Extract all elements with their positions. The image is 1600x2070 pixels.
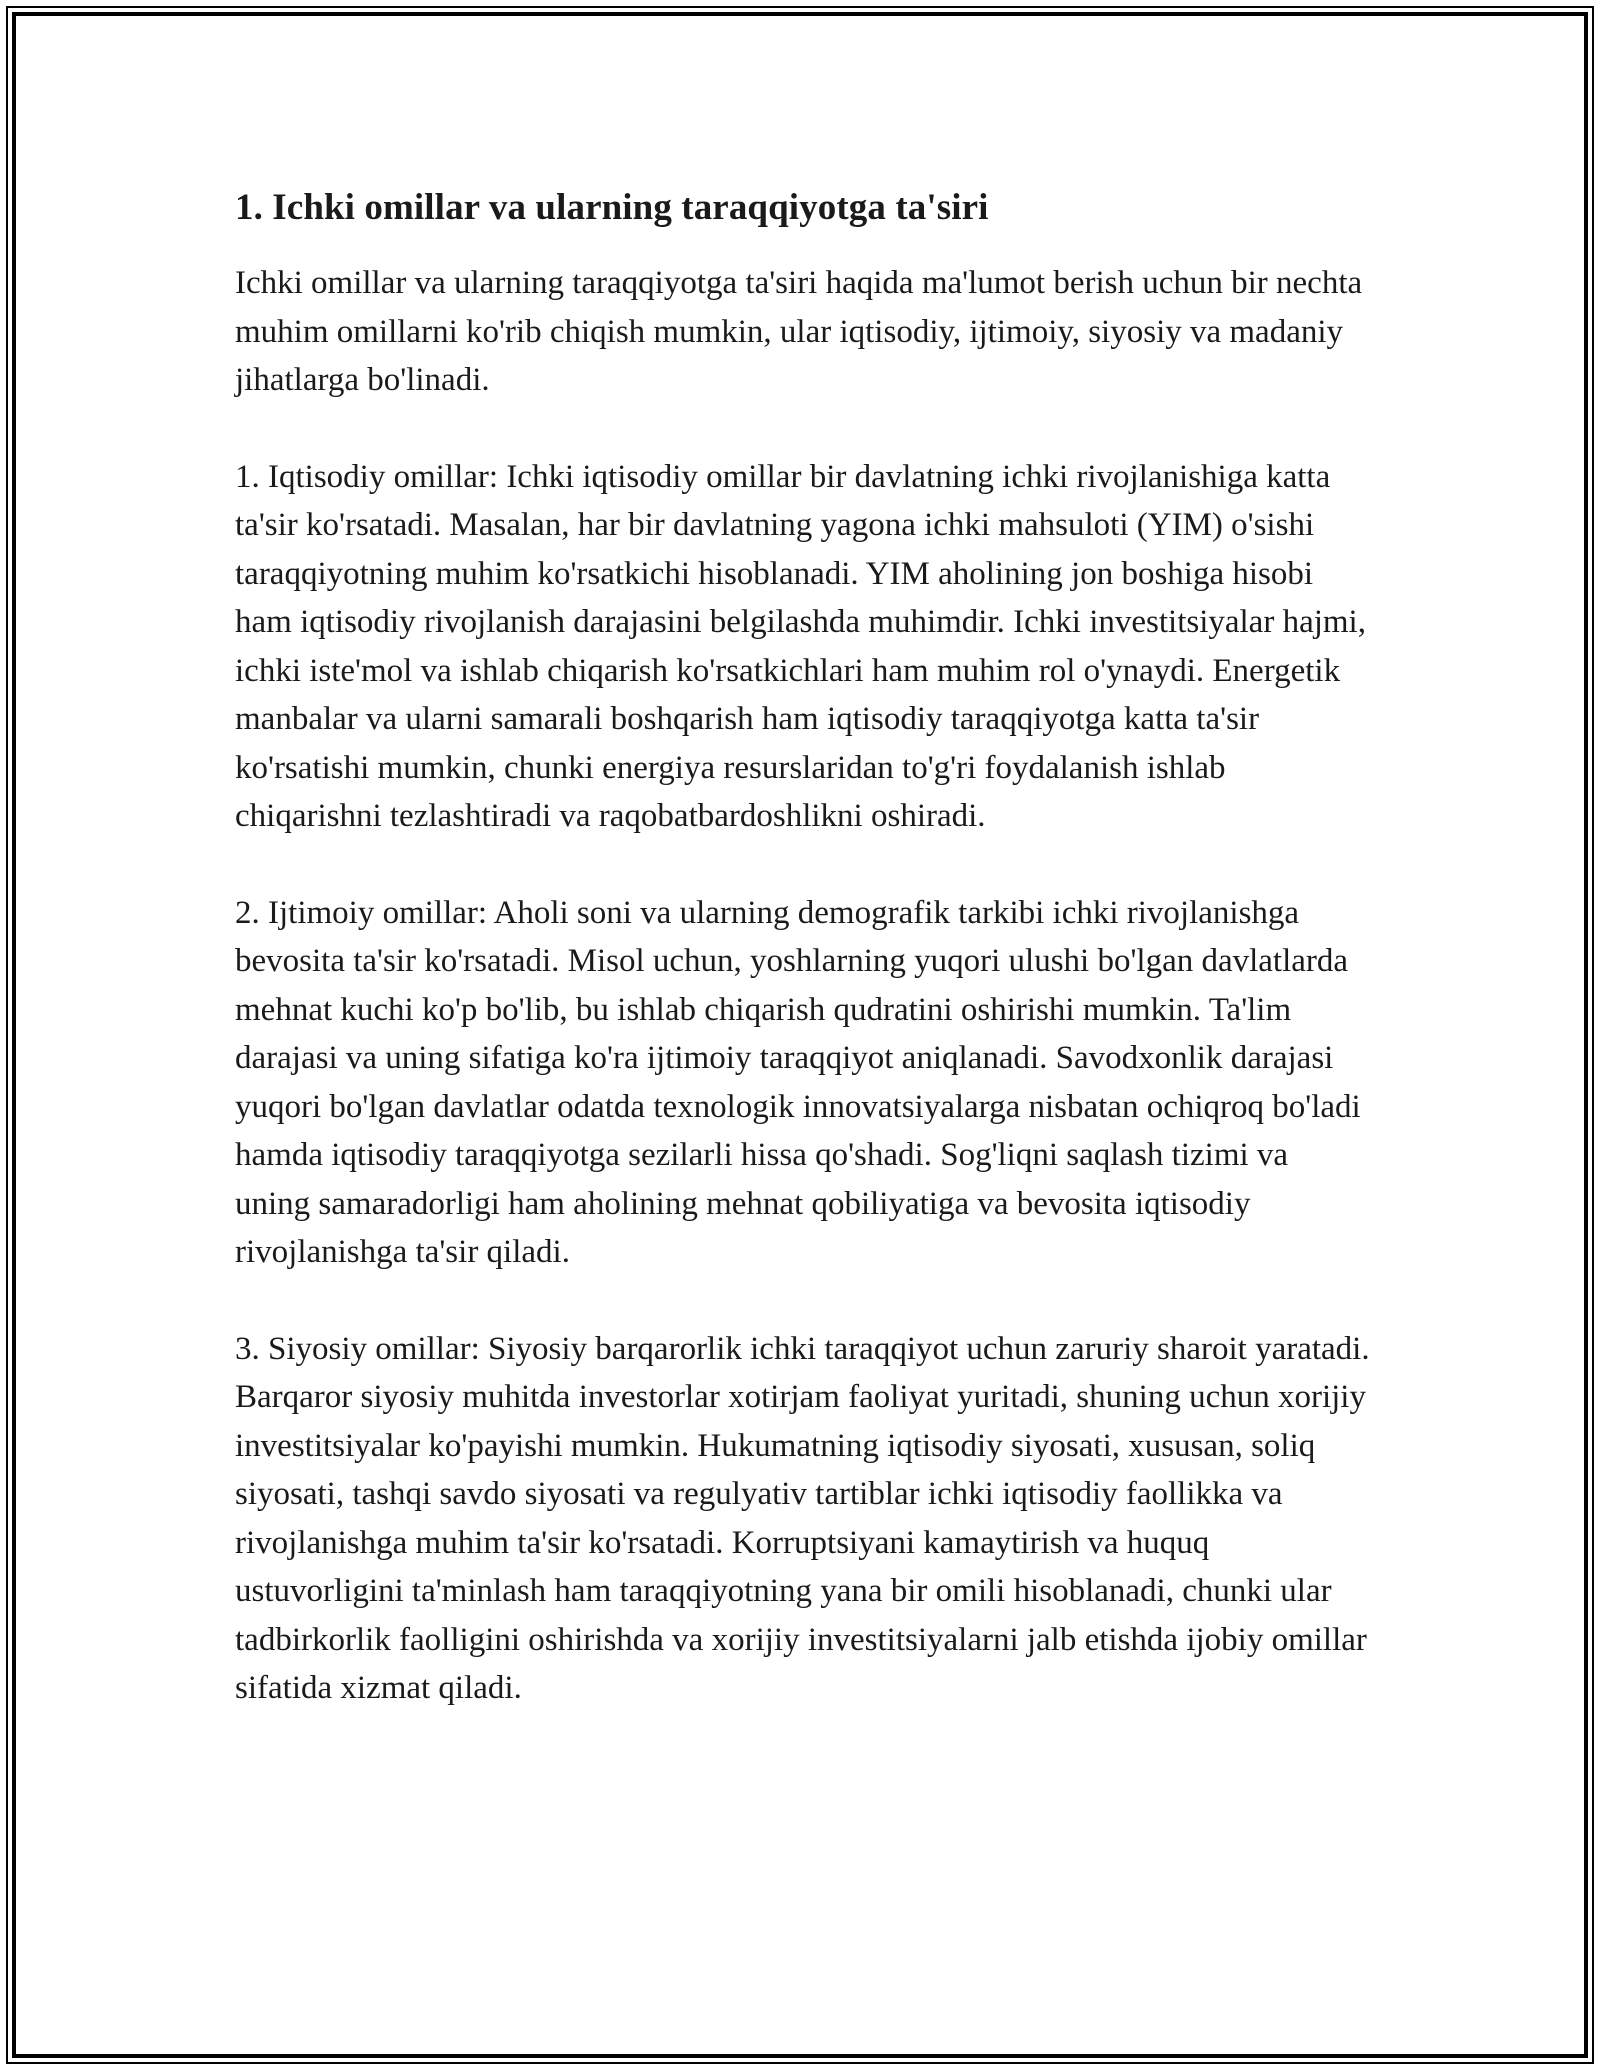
social-factors-paragraph: 2. Ijtimoiy omillar: Aholi soni va ularning demografik tarkibi ichki rivojlanishga bevosita ta'sir ko'rsatadi. Misol uchun, yoshlarning yuqori ulushi bo'lgan davlatlarda mehnat kuchi ko'p bo'lib, bu ishlab chiqarish qudratini oshirishi mumkin. Ta'lim darajasi va uning sifatiga ko'ra ijtimoiy taraqqiyot aniqlanadi. Savodxonlik darajasi yuqori bo'lgan davlatlar odatda texnologik innovatsiyalarga nisbatan ochiqroq bo'ladi hamda iqtisodiy taraqqiyotga sezilarli hissa qo'shadi. Sog'liqni saqlash tizimi va uning samaradorligi ham aholining mehnat qobiliyatiga va bevosita iqtisodiy rivojlanishga ta'sir qiladi. [235,894,1361,1271]
intro-paragraph: Ichki omillar va ularning taraqqiyotga ta'siri haqida ma'lumot berish uchun bir nechta muhim omillarni ko'rib chiqish mumkin, ular iqtisodiy, ijtimoiy, siyosiy va madaniy jihatlarga bo'linadi. [235,265,1363,399]
document-title: 1. Ichki omillar va ularning taraqqiyotga ta'siri [235,187,989,228]
economic-factors-paragraph: 1. Iqtisodiy omillar: Ichki iqtisodiy omillar bir davlatning ichki rivojlanishiga katta ta'sir ko'rsatadi. Masalan, har bir davlatning yagona ichki mahsuloti (YIM) o'sishi taraqqiyotning muhim ko'rsatkichi hisoblanadi. YIM aholining jon boshiga hisobi ham iqtisodiy rivojlanish darajasini belgilashda muhimdir. Ichki investitsiyalar hajmi, ichki iste'mol va ishlab chiqarish ko'rsatkichlari ham muhim rol o'ynaydi. Energetik manbalar va ularni samarali boshqarish ham iqtisodiy taraqqiyotga katta ta'sir ko'rsatishi mumkin, chunki energiya resurslaridan to'g'ri foydalanish ishlab chiqarishni tezlashtiradi va raqobatbardoshlikni oshiradi. [235,458,1366,835]
political-factors-paragraph: 3. Siyosiy omillar: Siyosiy barqarorlik ichki taraqqiyot uchun zaruriy sharoit yaratadi. Barqaror siyosiy muhitda investorlar xotirjam faoliyat yuritadi, shuning uchun xorijiy investitsiyalar ko'payishi mumkin. Hukumatning iqtisodiy siyosati, xususan, soliq siyosati, tashqi savdo siyosati va regulyativ tartiblar ichki iqtisodiy faollikka va rivojlanishga muhim ta'sir ko'rsatadi. Korruptsiyani kamaytirish va huquq ustuvorligini ta'minlash ham taraqqiyotning yana bir omili hisoblanadi, chunki ular tadbirkorlik faolligini oshirishda va xorijiy investitsiyalarni jalb etishda ijobiy omillar sifatida xizmat qiladi. [235,1330,1370,1707]
document-body [235,185,1370,1761]
